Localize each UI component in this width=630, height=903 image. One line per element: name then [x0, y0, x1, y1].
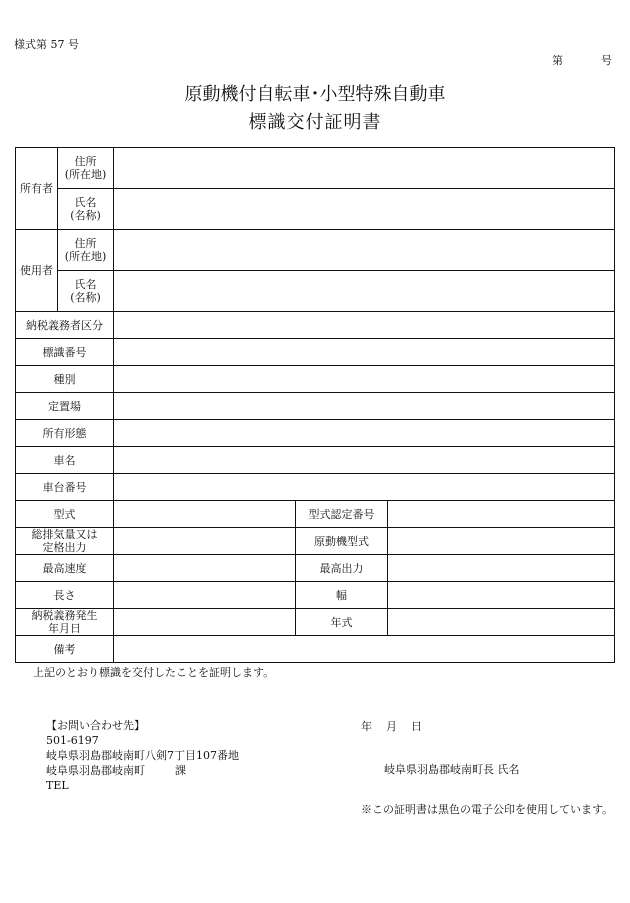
number-suffix: 号	[601, 54, 612, 67]
plate-number-value	[114, 339, 615, 366]
document-number	[552, 52, 612, 68]
length-value	[114, 582, 296, 609]
engine-model-label: 原動機型式	[296, 528, 388, 555]
model-cert-number-label: 型式認定番号	[296, 501, 388, 528]
number-prefix: 第	[552, 54, 563, 67]
mayor-signature-line: 岐阜県羽島郡岐南町長 氏名	[384, 763, 520, 776]
max-speed-value	[114, 555, 296, 582]
inquiry-section: 課	[175, 764, 186, 777]
user-address-label: 住所 (所在地)	[58, 230, 114, 271]
tax-date-label: 納税義務発生 年月日	[16, 609, 114, 636]
engine-model-value	[388, 528, 615, 555]
issue-date: 年 月 日	[361, 720, 422, 733]
taxpayer-class-value	[114, 312, 615, 339]
year-model-label: 年式	[296, 609, 388, 636]
max-speed-label: 最高速度	[16, 555, 114, 582]
owner-name-label: 氏名 (名称)	[58, 189, 114, 230]
remarks-value	[114, 636, 615, 663]
certificate-table	[15, 147, 615, 663]
seal-note: ※この証明書は黒色の電子公印を使用しています。	[361, 803, 614, 816]
title-line-2: 標識交付証明書	[248, 112, 382, 133]
user-group-label: 使用者	[16, 230, 58, 312]
inquiry-address: 岐阜県羽島郡岐南町八剣7丁目107番地	[46, 749, 239, 762]
inquiry-office: 岐阜県羽島郡岐南町 課	[46, 764, 186, 777]
model-cert-number-value	[388, 501, 615, 528]
vehicle-name-value	[114, 447, 615, 474]
max-output-value	[388, 555, 615, 582]
user-name-label: 氏名 (名称)	[58, 271, 114, 312]
max-output-label: 最高出力	[296, 555, 388, 582]
tax-date-value	[114, 609, 296, 636]
length-label: 長さ	[16, 582, 114, 609]
type-value	[114, 366, 615, 393]
ownership-form-value	[114, 420, 615, 447]
inquiry-block	[46, 718, 239, 793]
chassis-number-value	[114, 474, 615, 501]
chassis-number-label: 車台番号	[16, 474, 114, 501]
inquiry-title: 【お問い合わせ先】	[46, 719, 145, 732]
model-value	[114, 501, 296, 528]
ownership-form-label: 所有形態	[16, 420, 114, 447]
inquiry-tel: TEL	[46, 779, 69, 792]
storage-place-value	[114, 393, 615, 420]
vehicle-name-label: 車名	[16, 447, 114, 474]
title-line-1: 原動機付自転車･小型特殊自動車	[184, 84, 446, 105]
width-label: 幅	[296, 582, 388, 609]
taxpayer-class-label: 納税義務者区分	[16, 312, 114, 339]
postal-code: 501-6197	[46, 734, 99, 747]
form-number: 様式第 57 号	[14, 38, 79, 51]
type-label: 種別	[16, 366, 114, 393]
width-value	[388, 582, 615, 609]
certify-text: 上記のとおり標識を交付したことを証明します。	[33, 666, 275, 679]
displacement-label: 総排気量又は 定格出力	[16, 528, 114, 555]
owner-address-value	[114, 148, 615, 189]
displacement-value	[114, 528, 296, 555]
model-label: 型式	[16, 501, 114, 528]
year-model-value	[388, 609, 615, 636]
user-address-value	[114, 230, 615, 271]
remarks-label: 備考	[16, 636, 114, 663]
owner-name-value	[114, 189, 615, 230]
user-name-value	[114, 271, 615, 312]
owner-group-label: 所有者	[16, 148, 58, 230]
plate-number-label: 標識番号	[16, 339, 114, 366]
storage-place-label: 定置場	[16, 393, 114, 420]
owner-address-label: 住所 (所在地)	[58, 148, 114, 189]
